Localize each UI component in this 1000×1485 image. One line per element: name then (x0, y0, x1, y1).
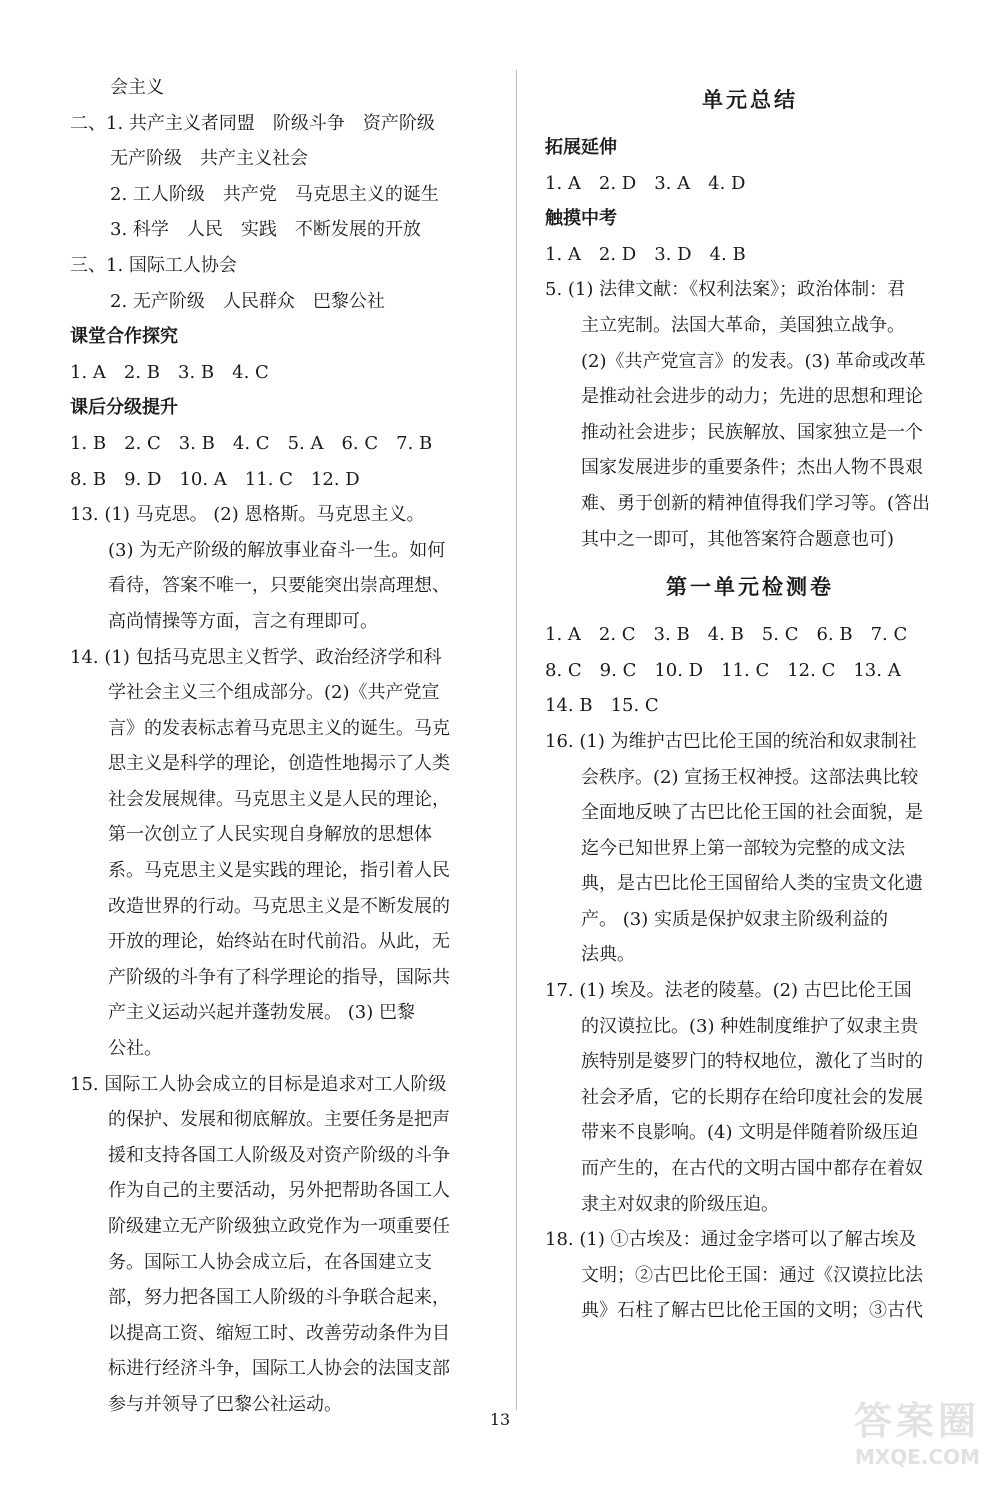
text-line: 难、勇于创新的精神值得我们学习等。(答出 (581, 492, 931, 514)
text-line: 开放的理论，始终站在时代前沿。从此，无 (108, 931, 450, 953)
text-line: 高尚情操等方面，言之有理即可。 (108, 610, 378, 632)
text-line: 看待，答案不唯一，只要能突出崇高理想、 (108, 575, 450, 597)
text-line: 援和支持各国工人阶级及对资产阶级的斗争 (108, 1144, 450, 1166)
text-line: 其中之一即可，其他答案符合题意也可) (581, 528, 895, 550)
text-line: 公社。 (108, 1038, 162, 1060)
text-line: 主立宪制。法国大革命，美国独立战争。 (581, 314, 905, 336)
text-line: 以提高工资、缩短工时、改善劳动条件为目 (108, 1322, 450, 1344)
section-title: 单元总结 (702, 88, 798, 112)
text-line: 产。 (3) 实质是保护奴隶主阶级利益的 (581, 908, 888, 930)
watermark-bottom-text: MXQE.COM (854, 1445, 980, 1469)
section-title: 第一单元检测卷 (666, 575, 834, 600)
text-line: 言》的发表标志着马克思主义的诞生。马克 (108, 717, 450, 739)
watermark-logo (770, 1390, 980, 1469)
text-line: 文明；②古巴比伦王国：通过《汉谟拉比法 (581, 1264, 923, 1286)
text-line: 8. C 9. C 10. D 11. C 12. C 13. A (545, 659, 901, 681)
text-line: 1. A 2. D 3. D 4. B (545, 243, 746, 265)
text-line: 1. B 2. C 3. B 4. C 5. A 6. C 7. B (70, 432, 433, 454)
section-heading: 课堂合作探究 (70, 326, 178, 348)
text-line: 而产生的，在古代的文明古国中都存在着奴 (581, 1158, 923, 1180)
right-column (545, 70, 955, 1329)
column-divider (516, 70, 517, 1410)
text-line: 第一次创立了人民实现自身解放的思想体 (108, 824, 432, 846)
text-line: 1. A 2. B 3. B 4. C (70, 361, 269, 383)
text-line: 1. A 2. D 3. A 4. D (545, 172, 746, 194)
page-number: 13 (489, 1410, 511, 1429)
watermark-top-text: 答案圈 (853, 1399, 980, 1443)
text-line: 法典。 (581, 944, 635, 966)
text-line: 推动社会进步；民族解放、国家独立是一个 (581, 421, 923, 443)
text-line: 产阶级的斗争有了科学理论的指导，国际共 (108, 966, 450, 988)
text-line: 8. B 9. D 10. A 11. C 12. D (70, 468, 360, 490)
text-line: 15. 国际工人协会成立的目标是追求对工人阶级 (70, 1073, 447, 1095)
text-line: 国家发展进步的重要条件；杰出人物不畏艰 (581, 457, 923, 479)
text-line: 学社会主义三个组成部分。(2)《共产党宣 (108, 682, 440, 704)
text-line: 16. (1) 为维护古巴比伦王国的统治和奴隶制社 (545, 730, 917, 752)
text-line: (3) 为无产阶级的解放事业奋斗一生。如何 (108, 539, 446, 561)
text-line: 族特别是婆罗门的特权地位，激化了当时的 (581, 1051, 923, 1073)
text-line: 3. 科学 人民 实践 不断发展的开放 (110, 219, 421, 241)
text-line: 无产阶级 共产主义社会 (110, 148, 308, 170)
text-line: 二、1. 共产主义者同盟 阶级斗争 资产阶级 (70, 112, 435, 134)
text-line: 产主义运动兴起并蓬勃发展。 (3) 巴黎 (108, 1002, 415, 1024)
text-line: 社会矛盾，它的长期存在给印度社会的发展 (581, 1086, 923, 1108)
text-line: 的汉谟拉比。(3) 种姓制度维护了奴隶主贵 (581, 1015, 919, 1037)
text-line: 的保护、发展和彻底解放。主要任务是把声 (108, 1109, 450, 1131)
text-line: 标进行经济斗争，国际工人协会的法国支部 (108, 1358, 450, 1380)
section-heading: 课后分级提升 (70, 397, 178, 419)
text-line: 迄今已知世界上第一部较为完整的成文法 (581, 837, 905, 859)
text-line: 13. (1) 马克思。 (2) 恩格斯。马克思主义。 (70, 504, 425, 526)
text-line: 5. (1) 法律文献：《权利法案》；政治体制：君 (545, 279, 906, 301)
text-line: 作为自己的主要活动，另外把帮助各国工人 (108, 1180, 450, 1202)
text-line: 14. (1) 包括马克思主义哲学、政治经济学和科 (70, 646, 442, 668)
text-line: 带来不良影响。(4) 文明是伴随着阶级压迫 (581, 1122, 919, 1144)
text-line: 会秩序。(2) 宣扬王权神授。这部法典比较 (581, 766, 919, 788)
text-line: 2. 无产阶级 人民群众 巴黎公社 (110, 290, 385, 312)
text-line: 改造世界的行动。马克思主义是不断发展的 (108, 895, 450, 917)
text-line: 部，努力把各国工人阶级的斗争联合起来， (108, 1287, 450, 1309)
text-line: 务。国际工人协会成立后，在各国建立支 (108, 1251, 432, 1273)
section-heading: 触摸中考 (545, 208, 617, 230)
text-line: 是推动社会进步的动力；先进的思想和理论 (581, 386, 923, 408)
text-line: 参与并领导了巴黎公社运动。 (108, 1393, 342, 1415)
text-line: 社会发展规律。马克思主义是人民的理论， (108, 788, 450, 810)
left-column (70, 70, 490, 1423)
text-line: 会主义 (110, 77, 164, 98)
text-line: 2. 工人阶级 共产党 马克思主义的诞生 (110, 183, 439, 205)
text-line: 系。马克思主义是实践的理论，指引着人民 (108, 860, 450, 882)
text-line: (2)《共产党宣言》的发表。(3) 革命或改革 (581, 350, 926, 372)
text-line: 14. B 15. C (545, 695, 659, 717)
text-line: 思主义是科学的理论，创造性地揭示了人类 (108, 753, 450, 775)
text-line: 1. A 2. C 3. B 4. B 5. C 6. B 7. C (545, 624, 908, 646)
text-line: 三、1. 国际工人协会 (70, 254, 237, 276)
text-line: 典，是古巴比伦王国留给人类的宝贵文化遗 (581, 873, 923, 895)
text-line: 典》石柱了解古巴比伦王国的文明；③古代 (581, 1300, 923, 1322)
text-line: 18. (1) ①古埃及：通过金字塔可以了解古埃及 (545, 1229, 917, 1251)
text-line: 17. (1) 埃及。法老的陵墓。(2) 古巴比伦王国 (545, 980, 912, 1002)
text-line: 隶主对奴隶的阶级压迫。 (581, 1193, 779, 1215)
text-line: 全面地反映了古巴比伦王国的社会面貌，是 (581, 802, 923, 824)
text-line: 阶级建立无产阶级独立政党作为一项重要任 (108, 1216, 450, 1237)
section-heading: 拓展延伸 (545, 137, 617, 158)
